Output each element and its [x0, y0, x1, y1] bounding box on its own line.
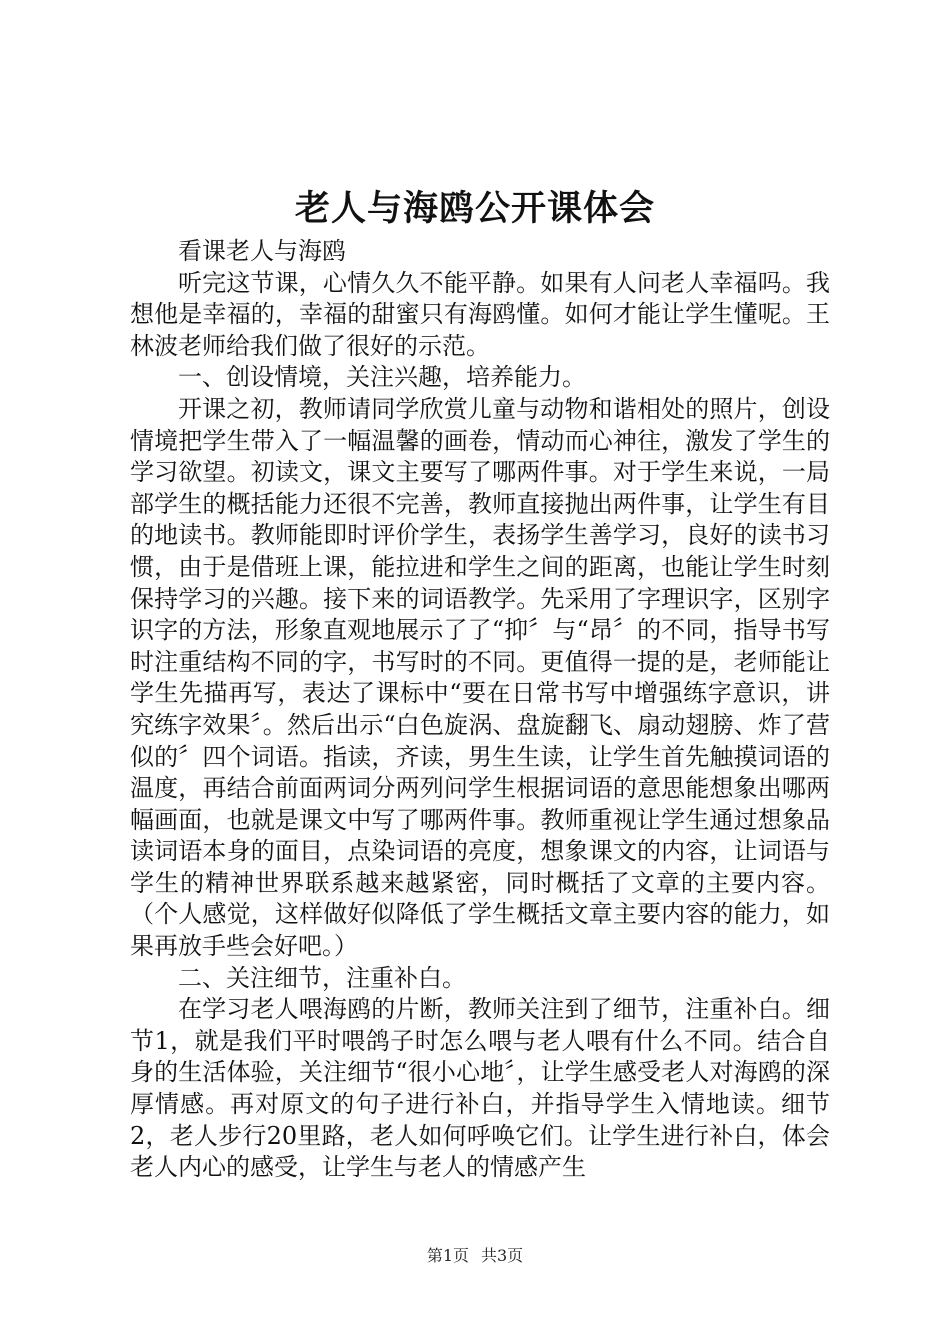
paragraph-intro: 听完这节课，心情久久不能平静。如果有人问老人幸福吗。我想他是幸福的，幸福的甜蜜只有海鸥懂。如何才能让学生懂呢。王林波老师给我们做了很好的示范。 — [130, 268, 830, 360]
paragraph-subtitle: 看课老人与海鸥 — [178, 237, 346, 265]
page-total: 共3页 — [481, 1246, 524, 1265]
page-footer — [0, 1246, 950, 1266]
paragraph-section-2: 在学习老人喂海鸥的片断，教师关注到了细节，注重补白。细节1，就是我们平时喂鸽子时怎么喂与老人喂有什么不同。结合自身的生活体验，关注细节“很小心地〞，让学生感受老人对海鸥的深厚情感。再对原文的句子进行补白，并指导学生入情地读。细节2，老人步行20里路，老人如何呼唤它们。让学生进行补白，体会老人内心的感受，让学生与老人的情感产生 — [130, 995, 830, 1182]
section-heading-2: 二、关注细节，注重补白。 — [178, 963, 466, 992]
document-title: 老人与海鸥公开课体会 — [294, 189, 655, 229]
paragraph-section-1: 开课之初，教师请同学欣赏儿童与动物和谐相处的照片，创设情境把学生带入了一幅温馨的画卷，情动而心神往，激发了学生的学习欲望。初读文，课文主要写了哪两件事。对于学生来说，一局部学生的概括能力还很不完善，教师直接抛出两件事，让学生有目的地读书。教师能即时评价学生，表扬学生善学习，良好的读书习惯，由于是借班上课，能拉进和学生之间的距离，也能让学生时刻保持学习的兴趣。接下来的词语教学。先采用了字理识字，区别字识字的方法，形象直观地展示了了“抑〞与“昂〞的不同，指导书写时注重结构不同的字，书写时的不同。更值得一提的是，老师能让学生先描再写，表达了课标中“要在日常书写中增强练字意识，讲究练字效果〞。然后出示“白色旋涡、盘旋翻飞、扇动翅膀、炸了营似的〞四个词语。指读，齐读，男生生读，让学生首先触摸词语的温度，再结合前面两词分两列问学生根据词语的意思能想象出哪两幅画面，也就是课文中写了哪两件事。教师重视让学生通过想象品读词语本身的面目，点染词语的亮度，想象课文的内容，让词语与学生的精神世界联系越来越紧密，同时概括了文章的主要内容。（个人感觉，这样做好似降低了学生概括文章主要内容的能力，如果再放手些会好吧。） — [130, 394, 830, 961]
document-body — [130, 236, 830, 1184]
page-number: 第1页 — [426, 1246, 469, 1265]
section-heading-1: 一、创设情境，关注兴趣，培养能力。 — [178, 363, 586, 392]
